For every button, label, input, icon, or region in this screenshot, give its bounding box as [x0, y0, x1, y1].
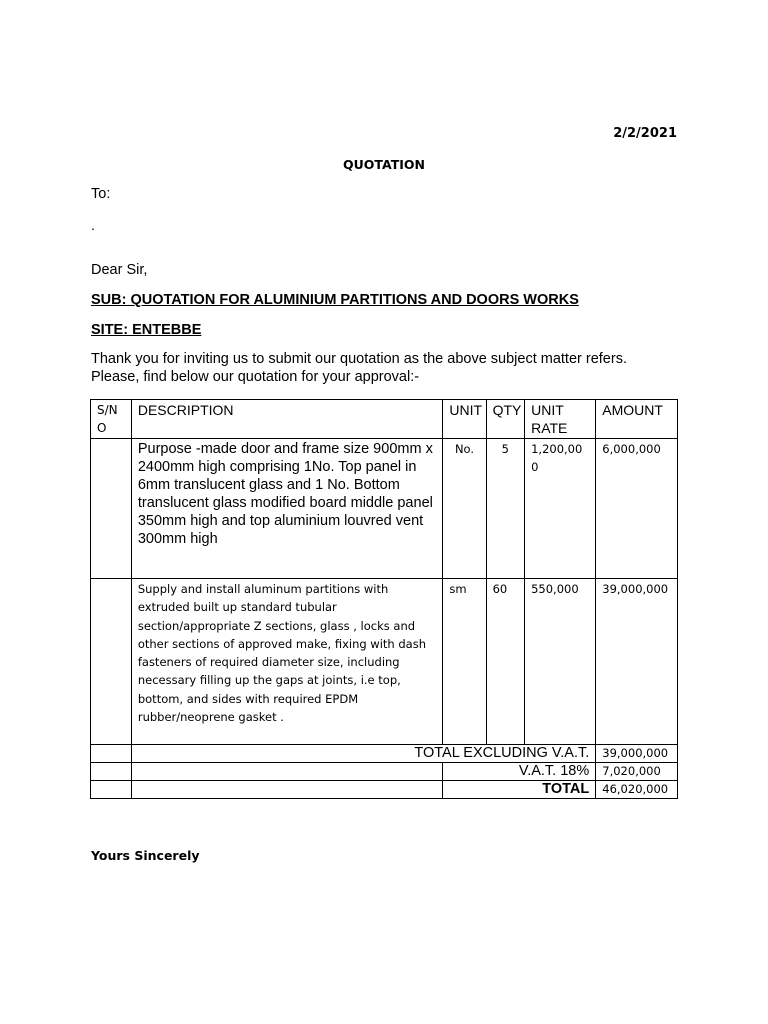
- header-description: DESCRIPTION: [131, 400, 443, 439]
- header-qty: QTY: [486, 400, 525, 439]
- document-date: 2/2/2021: [613, 126, 677, 141]
- header-unit-rate: UNIT RATE: [525, 400, 596, 439]
- table-row: [91, 579, 678, 745]
- table-header-row: [91, 400, 678, 439]
- site-line: SITE: ENTEBBE: [91, 322, 202, 338]
- grand-total-description: [131, 781, 443, 799]
- header-sno: S/N O: [91, 400, 132, 439]
- row1-qty: 5: [486, 439, 525, 579]
- intro-line-2: Please, find below our quotation for your approval:-: [91, 369, 420, 385]
- greeting: Dear Sir,: [91, 262, 148, 278]
- row2-qty: 60: [486, 579, 525, 745]
- total-excl-vat-sno: [91, 745, 132, 763]
- recipient-line: .: [91, 217, 95, 233]
- vat-label: V.A.T. 18%: [443, 763, 596, 781]
- grand-total-row: [91, 781, 678, 799]
- intro-paragraph: [91, 350, 691, 386]
- row1-unit-rate: 1,200,000: [525, 439, 596, 579]
- header-amount: AMOUNT: [596, 400, 678, 439]
- grand-total-value: 46,020,000: [596, 781, 678, 799]
- quotation-table: [90, 399, 678, 799]
- total-excl-vat-row: [91, 745, 678, 763]
- header-unit: UNIT: [443, 400, 486, 439]
- total-excl-vat-label: TOTAL EXCLUDING V.A.T.: [131, 745, 595, 763]
- row1-unit: No.: [443, 439, 486, 579]
- subject-line: SUB: QUOTATION FOR ALUMINIUM PARTITIONS AND DOORS WORKS: [91, 292, 579, 308]
- to-label: To:: [91, 186, 111, 202]
- row2-unit-rate: 550,000: [525, 579, 596, 745]
- intro-line-1: Thank you for inviting us to submit our quotation as the above subject matter refers.: [91, 351, 627, 367]
- vat-value: 7,020,000: [596, 763, 678, 781]
- row2-unit: sm: [443, 579, 486, 745]
- document-title: QUOTATION: [343, 157, 425, 172]
- grand-total-label: TOTAL: [443, 781, 596, 799]
- row2-sno: [91, 579, 132, 745]
- closing-salutation: Yours Sincerely: [91, 848, 200, 863]
- row2-description: Supply and install aluminum partitions with extruded built up standard tubular section/appropriate Z sections, glass , locks and other sections of approved make, fixing with dash fasteners of required diameter size, including necessary filling up the gaps at joints, i.e top, bottom, and sides with required EPDM rubber/neoprene gasket .: [131, 579, 443, 745]
- grand-total-sno: [91, 781, 132, 799]
- table-row: [91, 439, 678, 579]
- row1-description: Purpose -made door and frame size 900mm x 2400mm high comprising 1No. Top panel in 6mm translucent glass and 1 No. Bottom translucent glass modified board middle panel 350mm high and top aluminium louvred vent 300mm high: [131, 439, 443, 579]
- total-excl-vat-value: 39,000,000: [596, 745, 678, 763]
- row1-amount: 6,000,000: [596, 439, 678, 579]
- vat-row: [91, 763, 678, 781]
- row2-amount: 39,000,000: [596, 579, 678, 745]
- vat-description: [131, 763, 443, 781]
- row1-sno: [91, 439, 132, 579]
- vat-sno: [91, 763, 132, 781]
